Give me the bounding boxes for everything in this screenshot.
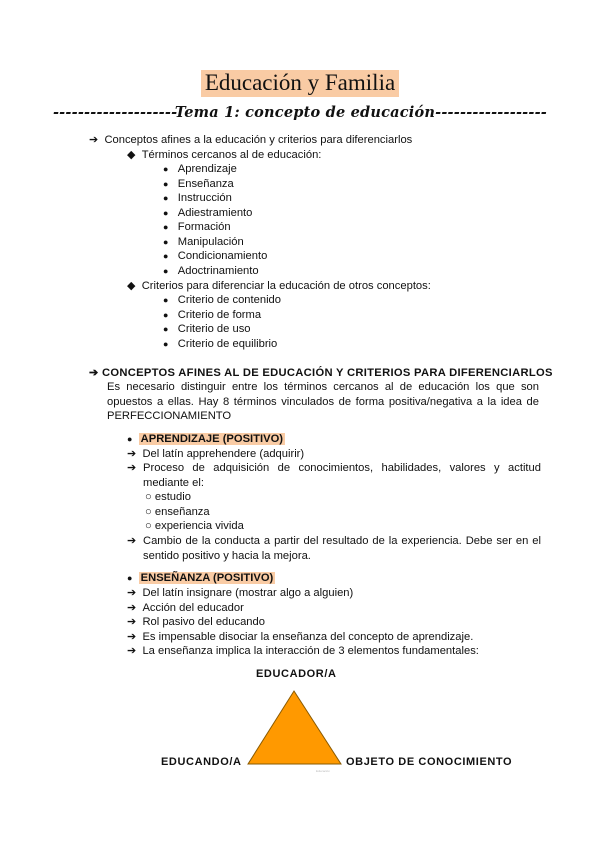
- arrow-right-icon: ➔: [89, 367, 99, 379]
- circle-bullet-icon: ○: [145, 520, 152, 532]
- arrow-right-icon: ➔: [127, 535, 137, 547]
- dot-bullet-icon: ●: [163, 222, 169, 232]
- ensenanza-point: ➔ Acción del educador: [127, 602, 244, 614]
- aprendizaje-heading: ● APRENDIZAJE (POSITIVO): [127, 433, 284, 445]
- list-item: ● Manipulación: [163, 236, 244, 248]
- list-item: ● Formación: [163, 221, 231, 233]
- section-intro: Es necesario distinguir entre los términos cercanos al de educación los que son opuestos a ellas. Hay 8 términos vinculados de forma positiva/negativa a la idea de PERFECCIONAMIENTO: [107, 381, 539, 423]
- ensenanza-heading: ● ENSEÑANZA (POSITIVO): [127, 572, 274, 584]
- diagram-label-top: EDUCADOR/A: [256, 668, 337, 680]
- aprendizaje-point: Proceso de adquisición de conocimientos, habilidades, valores y actitud mediante el:: [143, 462, 541, 489]
- dot-bullet-icon: ●: [163, 208, 169, 218]
- list-item: ● Criterio de contenido: [163, 294, 281, 306]
- ensenanza-point: ➔ Del latín insignare (mostrar algo a alguien): [127, 587, 354, 599]
- dot-bullet-icon: ●: [163, 237, 169, 247]
- arrow-right-icon: ➔: [127, 587, 137, 599]
- list-item: ● Adiestramiento: [163, 207, 253, 219]
- outline-sub-2: ◆ Criterios para diferenciar la educación de otros conceptos:: [127, 280, 431, 292]
- dot-bullet-icon: ●: [127, 573, 133, 583]
- dot-bullet-icon: ●: [163, 266, 169, 276]
- list-item: ● Aprendizaje: [163, 163, 237, 175]
- page-title-text: Educación y Familia: [201, 70, 399, 97]
- list-item: ● Criterio de equilibrio: [163, 338, 278, 350]
- list-item: ○ enseñanza: [145, 506, 210, 518]
- dot-bullet-icon: ●: [163, 339, 169, 349]
- diagram-caption: Educación: [316, 769, 331, 773]
- dot-bullet-icon: ●: [163, 251, 169, 261]
- diagram-label-right: OBJETO DE CONOCIMIENTO: [346, 756, 513, 768]
- dot-bullet-icon: ●: [163, 310, 169, 320]
- diamond-bullet-icon: ◆: [127, 280, 136, 292]
- dot-bullet-icon: ●: [163, 164, 169, 174]
- triangle-diagram: [245, 688, 345, 768]
- circle-bullet-icon: ○: [145, 491, 152, 503]
- circle-bullet-icon: ○: [145, 506, 152, 518]
- list-item: ● Adoctrinamiento: [163, 265, 259, 277]
- ensenanza-point: ➔ La enseñanza implica la interacción de 3 elementos fundamentales:: [127, 645, 479, 657]
- list-item: ● Instrucción: [163, 192, 232, 204]
- ensenanza-point: ➔ Es impensable disociar la enseñanza del concepto de aprendizaje.: [127, 631, 474, 643]
- arrow-right-icon: ➔: [127, 602, 137, 614]
- list-item: ● Criterio de forma: [163, 309, 262, 321]
- dot-bullet-icon: ●: [163, 324, 169, 334]
- outline-sub-1: ◆ Términos cercanos al de educación:: [127, 149, 322, 161]
- aprendizaje-point: ➔ Del latín apprehendere (adquirir): [127, 448, 305, 460]
- list-item: ● Condicionamiento: [163, 250, 268, 262]
- dot-bullet-icon: ●: [163, 179, 169, 189]
- list-item: ● Enseñanza: [163, 178, 234, 190]
- aprendizaje-point: Cambio de la conducta a partir del resultado de la experiencia. Debe ser en el sentido positivo y hacia la mejora.: [143, 535, 541, 562]
- arrow-right-icon: ➔: [127, 462, 137, 474]
- triangle-shape: [248, 691, 341, 764]
- list-item: ● Criterio de uso: [163, 323, 251, 335]
- topic-subtitle: --------------------Tema 1: concepto de educación------------------: [52, 104, 548, 121]
- diagram-label-left: EDUCANDO/A: [161, 756, 242, 768]
- arrow-right-icon: ➔: [127, 448, 137, 460]
- section-heading: ➔ CONCEPTOS AFINES AL DE EDUCACIÓN Y CRITERIOS PARA DIFERENCIARLOS: [89, 367, 553, 379]
- page-title: [0, 70, 600, 96]
- dot-bullet-icon: ●: [127, 434, 133, 444]
- outline-item-1: ➔ Conceptos afines a la educación y criterios para diferenciarlos: [89, 134, 413, 146]
- dot-bullet-icon: ●: [163, 295, 169, 305]
- arrow-right-icon: ➔: [127, 645, 137, 657]
- arrow-right-icon: ➔: [127, 631, 137, 643]
- diamond-bullet-icon: ◆: [127, 149, 136, 161]
- arrow-right-icon: ➔: [89, 134, 99, 146]
- list-item: ○ experiencia vivida: [145, 520, 244, 532]
- list-item: ○ estudio: [145, 491, 191, 503]
- arrow-right-icon: ➔: [127, 616, 137, 628]
- ensenanza-point: ➔ Rol pasivo del educando: [127, 616, 265, 628]
- dot-bullet-icon: ●: [163, 193, 169, 203]
